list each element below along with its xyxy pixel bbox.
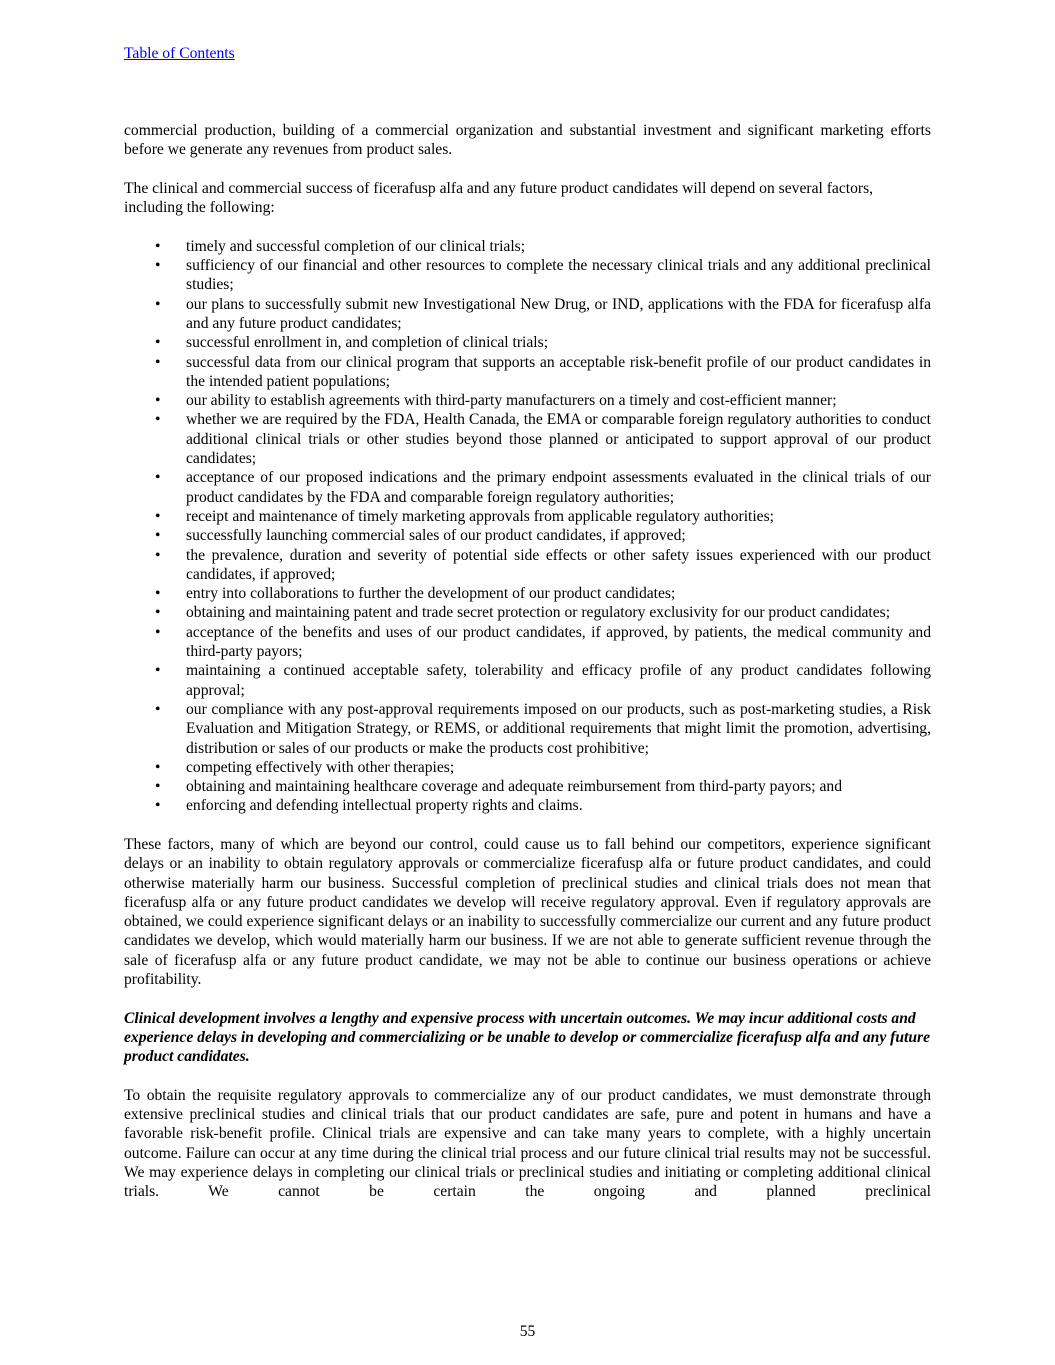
list-item-text: successfully launching commercial sales of our product candidates, if approved; bbox=[186, 527, 686, 545]
list-item bbox=[124, 661, 931, 700]
list-item bbox=[124, 468, 931, 507]
list-item bbox=[124, 391, 931, 410]
paragraph: The clinical and commercial success of ficerafusp alfa and any future product candidates will depend on several factors, including the following: bbox=[124, 179, 874, 217]
list-item bbox=[124, 353, 931, 392]
list-item-text: receipt and maintenance of timely marketing approvals from applicable regulatory authorities; bbox=[186, 507, 775, 525]
list-item bbox=[124, 237, 931, 256]
list-item-text: enforcing and defending intellectual property rights and claims. bbox=[186, 797, 583, 815]
bullet-icon: • bbox=[155, 237, 161, 255]
list-item bbox=[124, 796, 931, 815]
list-item bbox=[124, 700, 931, 758]
list-item-text: our ability to establish agreements with third-party manufacturers on a timely and cost-efficient manner; bbox=[186, 392, 837, 410]
list-item-text: whether we are required by the FDA, Health Canada, the EMA or comparable foreign regulatory authorities to conduct additional clinical trials or other studies beyond those planned or anticipated to support approval of our product candidates; bbox=[186, 411, 931, 468]
bullet-icon: • bbox=[155, 585, 161, 603]
list-item bbox=[124, 333, 931, 352]
list-item bbox=[124, 623, 931, 662]
bullet-icon: • bbox=[155, 527, 161, 545]
paragraph: commercial production, building of a commercial organization and substantial investment and significant marketing efforts before we generate any revenues from product sales. bbox=[124, 122, 931, 159]
list-item-text: obtaining and maintaining healthcare coverage and adequate reimbursement from third-party payors; and bbox=[186, 778, 842, 796]
list-item-text: acceptance of the benefits and uses of our product candidates, if approved, by patients, the medical community and third-party payors; bbox=[186, 623, 931, 661]
bullet-icon: • bbox=[155, 353, 161, 371]
list-item-text: entry into collaborations to further the development of our product candidates; bbox=[186, 585, 676, 603]
bullet-icon: • bbox=[155, 700, 161, 718]
list-item-text: successful enrollment in, and completion of clinical trials; bbox=[186, 334, 549, 352]
list-item-text: successful data from our clinical program that supports an acceptable risk-benefit profile of our product candidates in the intended patient populations; bbox=[186, 353, 931, 390]
bullet-icon: • bbox=[155, 623, 161, 641]
list-item bbox=[124, 777, 931, 796]
list-item-text: maintaining a continued acceptable safety, tolerability and efficacy profile of any product candidates following approval; bbox=[186, 662, 931, 699]
bullet-icon: • bbox=[155, 546, 161, 564]
bullet-icon: • bbox=[155, 469, 161, 487]
list-item bbox=[124, 603, 931, 622]
paragraph: These factors, many of which are beyond our control, could cause us to fall behind our competitors, experience significant delays or an inability to obtain regulatory approvals or commercialize ficerafusp alfa or future product candidates, and could otherwise materially harm our business. Successful completion of preclinical studies and clinical trials does not mean that ficerafusp alfa or any future product candidates we develop will receive regulatory approval. Even if regulatory approvals are obtained, we could experience significant delays or an inability to successfully commercialize our current and any future product candidates we develop, which would materially harm our business. If we are not able to generate sufficient revenue through the sale of ficerafusp alfa or any future product candidate, we may not be able to continue our business operations or achieve profitability. bbox=[124, 835, 931, 989]
list-item bbox=[124, 256, 931, 295]
list-item-text: the prevalence, duration and severity of potential side effects or other safety issues experienced with our product candidates, if approved; bbox=[186, 546, 931, 583]
bullet-icon: • bbox=[155, 257, 161, 275]
bullet-icon: • bbox=[155, 758, 161, 776]
bullet-icon: • bbox=[155, 604, 161, 622]
document-body bbox=[124, 121, 931, 1221]
bullet-icon: • bbox=[155, 662, 161, 680]
list-item-text: competing effectively with other therapies; bbox=[186, 758, 455, 776]
bullet-icon: • bbox=[155, 778, 161, 796]
list-item-text: timely and successful completion of our clinical trials; bbox=[186, 237, 526, 255]
bullet-icon: • bbox=[155, 295, 161, 313]
list-item-text: our plans to successfully submit new Investigational New Drug, or IND, applications with the FDA for ficerafusp alfa and any future product candidates; bbox=[186, 295, 931, 332]
section-heading: Clinical development involves a lengthy and expensive process with uncertain outcomes. We may incur additional costs and experience delays in developing and commercializing or be unable to develop or commercialize ficerafusp alfa and any future product candidates. bbox=[124, 1009, 931, 1066]
table-of-contents-link[interactable]: Table of Contents bbox=[124, 45, 235, 62]
list-item-text: acceptance of our proposed indications and the primary endpoint assessments evaluated in the clinical trials of our product candidates by the FDA and comparable foreign regulatory authorities; bbox=[186, 469, 931, 506]
bullet-icon: • bbox=[155, 797, 161, 815]
list-item bbox=[124, 584, 931, 603]
list-item-text: obtaining and maintaining patent and trade secret protection or regulatory exclusivity for our product candidates; bbox=[186, 604, 891, 622]
bullet-icon: • bbox=[155, 392, 161, 410]
list-item bbox=[124, 526, 931, 545]
list-item bbox=[124, 410, 931, 468]
page-number: 55 bbox=[519, 1323, 536, 1340]
bullet-icon: • bbox=[155, 334, 161, 352]
list-item-text: our compliance with any post-approval requirements imposed on our products, such as post-marketing studies, a Risk Evaluation and Mitigation Strategy, or REMS, or additional requirements that might limit the promotion, advertising, distribution or sales of our products or make the products cost prohibitive; bbox=[186, 700, 931, 757]
bullet-icon: • bbox=[155, 507, 161, 525]
factor-list bbox=[124, 237, 931, 816]
list-item bbox=[124, 758, 931, 777]
list-item bbox=[124, 546, 931, 585]
list-item bbox=[124, 295, 931, 334]
paragraph: To obtain the requisite regulatory approvals to commercialize any of our product candidates, we must demonstrate through extensive preclinical studies and clinical trials that our product candidates are safe, pure and potent in humans and have a favorable risk-benefit profile. Clinical trials are expensive and can take many years to complete, with a highly uncertain outcome. Failure can occur at any time during the clinical trial process and our future clinical trial results may not be successful. We may experience delays in completing our clinical trials or preclinical studies and initiating or completing additional clinical trials. We cannot be certain the ongoing and planned preclinical bbox=[124, 1086, 931, 1201]
list-item-text: sufficiency of our financial and other resources to complete the necessary clinical trials and any additional preclinical studies; bbox=[186, 257, 931, 294]
bullet-icon: • bbox=[155, 411, 161, 429]
list-item bbox=[124, 507, 931, 526]
